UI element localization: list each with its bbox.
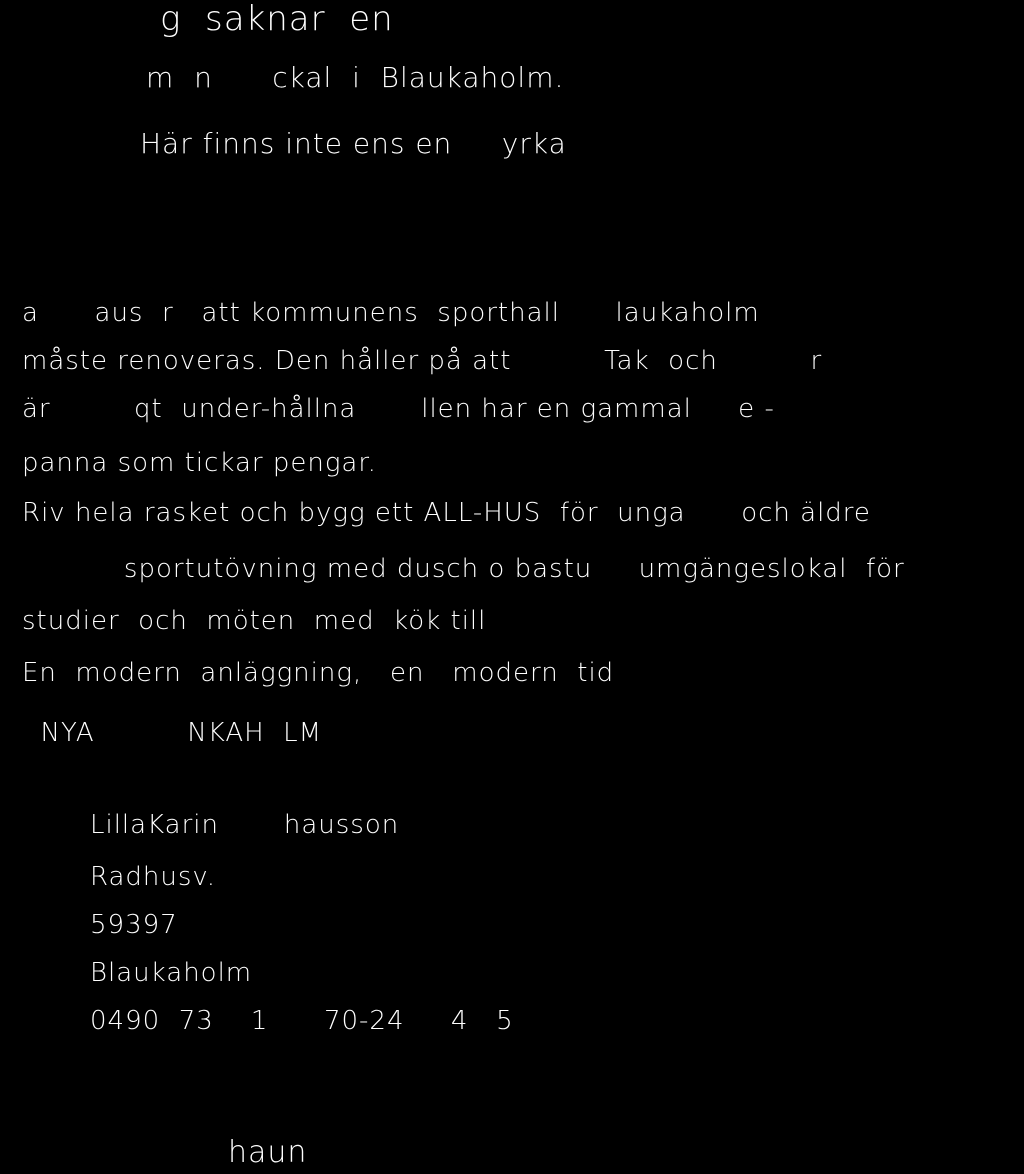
sender-postcode: 59397 — [90, 910, 178, 940]
heading-line-2: m n ckal i Blaukaholm. — [146, 61, 565, 94]
sender-city: Blaukaholm — [90, 958, 253, 988]
signature: haun — [228, 1135, 308, 1170]
body-line-9: NYA NKAH LM — [22, 718, 323, 748]
body-line-6: sportutövning med dusch o bastu umgängeslokal för — [22, 554, 905, 584]
body-line-2: måste renoveras. Den håller på att Tak och r — [22, 346, 823, 376]
body-line-5: Riv hela rasket och bygg ett ALL-HUS för unga och äldre — [22, 498, 871, 528]
heading-line-3: Här finns inte ens en yrka — [140, 127, 567, 160]
sender-phone: 0490 73 1 70-24 4 5 — [90, 1006, 514, 1036]
body-line-3: är qt under-hållna llen har en gammal e - — [22, 394, 775, 424]
heading-line-1: g saknar en — [160, 0, 394, 39]
body-line-4: panna som tickar pengar. — [22, 448, 377, 478]
body-line-8: En modern anläggning, en modern tid — [22, 658, 615, 688]
sender-street: Radhusv. — [90, 862, 217, 892]
sender-name: LillaKarin hausson — [90, 810, 400, 840]
body-line-1: a aus r att kommunens sporthall laukaholm — [22, 298, 760, 328]
body-line-7: studier och möten med kök till — [22, 606, 487, 636]
